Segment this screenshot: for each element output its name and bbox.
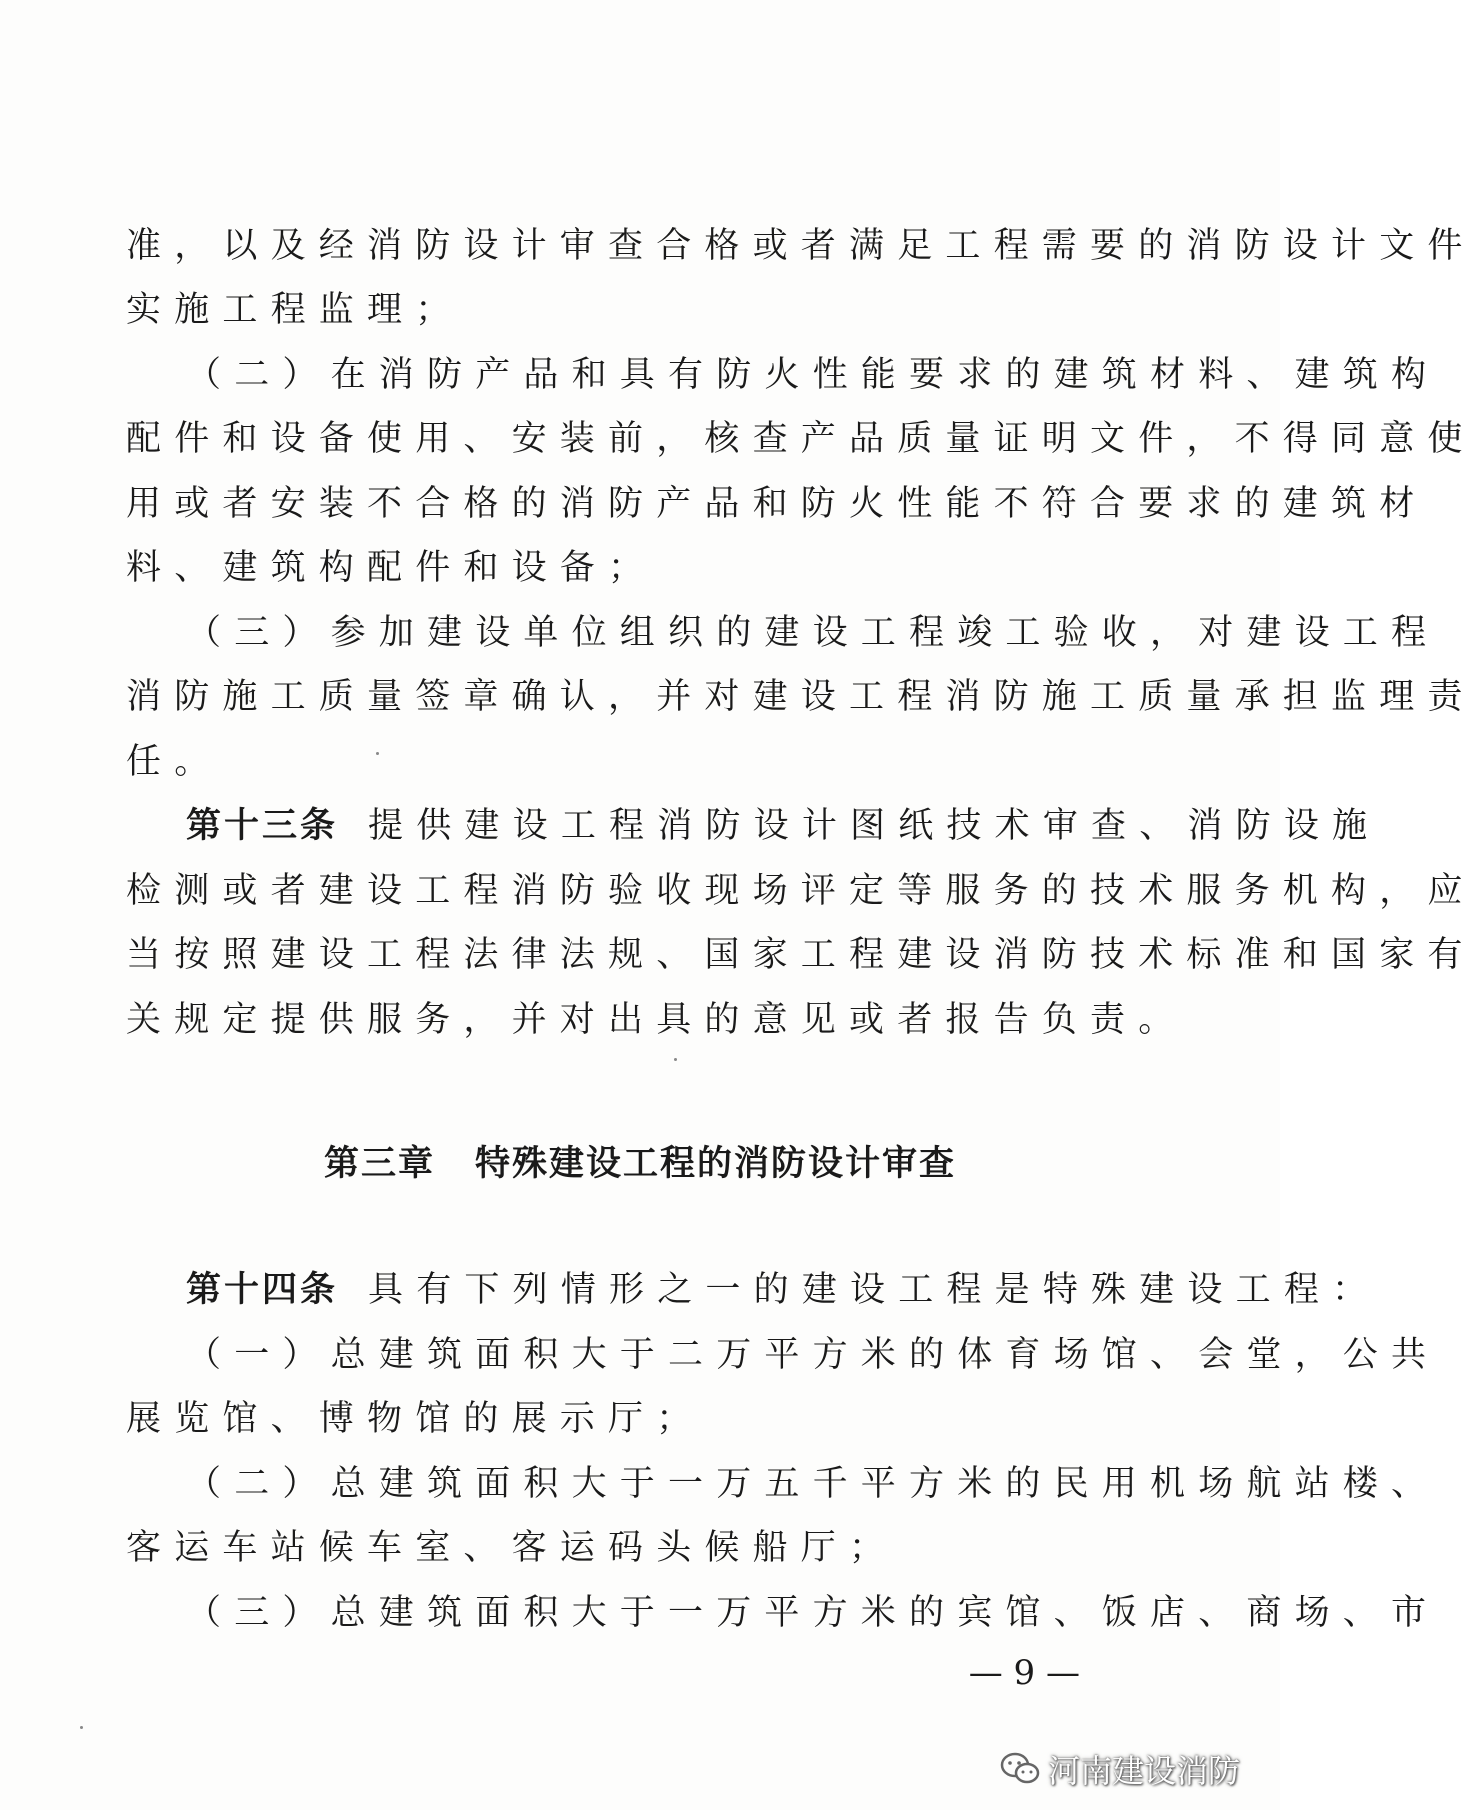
scan-speck bbox=[674, 1058, 677, 1061]
text-line: 检测或者建设工程消防验收现场评定等服务的技术服务机构，应 bbox=[126, 871, 1476, 911]
text-line: （一）总建筑面积大于二万平方米的体育场馆、会堂，公共 bbox=[186, 1335, 1440, 1375]
text-line: 消防施工质量签章确认，并对建设工程消防施工质量承担监理责 bbox=[126, 677, 1476, 717]
text-line: （三）总建筑面积大于一万平方米的宾馆、饭店、商场、市 bbox=[186, 1593, 1440, 1633]
article-label: 第十三条 bbox=[186, 806, 339, 846]
text-line: 准，以及经消防设计审查合格或者满足工程需要的消防设计文件 bbox=[126, 226, 1476, 266]
scan-speck bbox=[376, 752, 379, 755]
article-14-first-line bbox=[186, 1258, 1381, 1322]
watermark bbox=[1000, 1746, 1240, 1792]
text-line: 客运车站候车室、客运码头候船厅； bbox=[126, 1528, 898, 1568]
chapter-title: 特殊建设工程的消防设计审查 bbox=[475, 1144, 957, 1184]
scan-speck bbox=[80, 1726, 83, 1729]
text-line: （二）总建筑面积大于一万五千平方米的民用机场航站楼、 bbox=[186, 1464, 1440, 1504]
text-line: 配件和设备使用、安装前，核查产品质量证明文件，不得同意使 bbox=[126, 419, 1476, 459]
article-label: 第十四条 bbox=[186, 1270, 339, 1310]
text-line: 用或者安装不合格的消防产品和防火性能不符合要求的建筑材 bbox=[126, 484, 1428, 524]
text-line: （三）参加建设单位组织的建设工程竣工验收，对建设工程 bbox=[186, 613, 1440, 653]
chapter-number: 第三章 bbox=[323, 1144, 435, 1184]
wechat-icon bbox=[1000, 1752, 1040, 1786]
watermark-text: 河南建设消防 bbox=[1047, 1752, 1240, 1790]
article-text: 提供建设工程消防设计图纸技术审查、消防设施 bbox=[368, 806, 1381, 846]
text-line: 任。 bbox=[126, 742, 223, 782]
text-line: 展览馆、博物馆的展示厅； bbox=[126, 1399, 705, 1439]
text-line: 实施工程监理； bbox=[126, 290, 464, 330]
article-13-first-line bbox=[186, 794, 1381, 858]
article-text: 具有下列情形之一的建设工程是特殊建设工程： bbox=[368, 1270, 1381, 1310]
page-number: — 9 — bbox=[968, 1653, 1080, 1693]
text-line: （二）在消防产品和具有防火性能要求的建筑材料、建筑构 bbox=[186, 355, 1440, 395]
text-line: 当按照建设工程法律法规、国家工程建设消防技术标准和国家有 bbox=[126, 935, 1476, 975]
text-line: 料、建筑构配件和设备； bbox=[126, 548, 657, 588]
chapter-heading bbox=[0, 1132, 1280, 1196]
text-line: 关规定提供服务，并对出具的意见或者报告负责。 bbox=[126, 1000, 1187, 1040]
